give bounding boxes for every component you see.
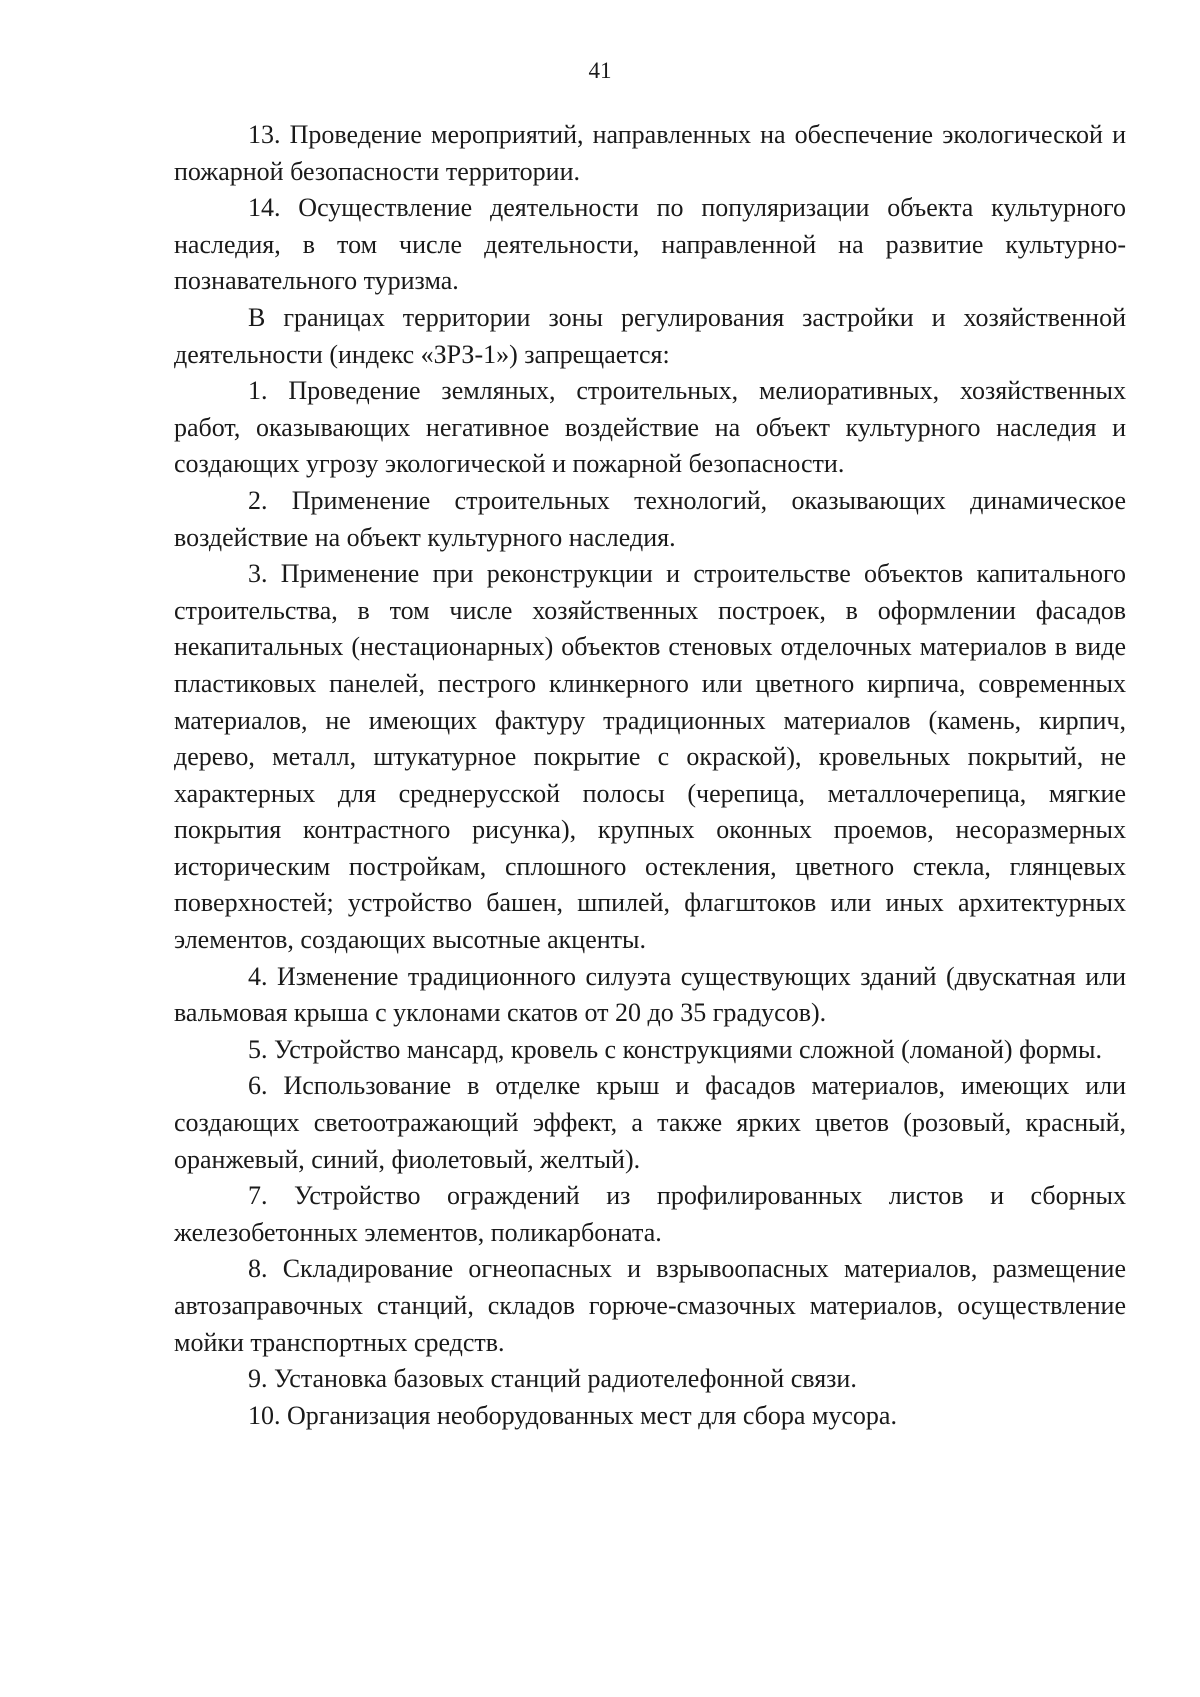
paragraph-item-14: 14. Осуществление деятельности по популяризации объекта культурного наследия, в том числе деятельности, направленной на развитие культурно-познавательного туризма.	[174, 193, 1126, 296]
paragraph-prohibition-1: 1. Проведение земляных, строительных, мелиоративных, хозяйственных работ, оказывающих негативное воздействие на объект культурного наследия и создающих угрозу экологической и пожарной безопасности.	[174, 376, 1126, 479]
paragraph-prohibition-3: 3. Применение при реконструкции и строительстве объектов капитального строительства, в том числе хозяйственных построек, в оформлении фасадов некапитальных (нестационарных) объектов стеновых отделочных материалов в виде пластиковых панелей, пестрого клинкерного или цветного кирпича, современных материалов, не имеющих фактуру традиционных материалов (камень, кирпич, дерево, металл, штукатурное покрытие с окраской), кровельных покрытий, не характерных для среднерусской полосы (черепица, металлочерепица, мягкие покрытия контрастного рисунка), крупных оконных проемов, несоразмерных историческим постройкам, сплошного остекления, цветного стекла, глянцевых поверхностей; устройство башен, шпилей, флагштоков или иных архитектурных элементов, создающих высотные акценты.	[174, 559, 1126, 955]
paragraph-prohibition-6: 6. Использование в отделке крыш и фасадов материалов, имеющих или создающих светоотражающий эффект, а также ярких цветов (розовый, красный, оранжевый, синий, фиолетовый, желтый).	[174, 1071, 1126, 1174]
paragraph-zrz-intro: В границах территории зоны регулирования застройки и хозяйственной деятельности (индекс «ЗРЗ-1») запрещается:	[174, 302, 1126, 369]
paragraph-prohibition-9: 9. Установка базовых станций радиотелефонной связи.	[248, 1364, 857, 1394]
paragraph-prohibition-4: 4. Изменение традиционного силуэта существующих зданий (двускатная или вальмовая крыша с уклонами скатов от 20 до 35 градусов).	[174, 961, 1126, 1028]
paragraph-prohibition-7: 7. Устройство ограждений из профилированных листов и сборных железобетонных элементов, поликарбоната.	[174, 1181, 1126, 1247]
paragraph-prohibition-5: 5. Устройство мансард, кровель с конструкциями сложной (ломаной) формы.	[248, 1034, 1102, 1064]
page-number: 41	[588, 58, 612, 83]
paragraph-item-13: 13. Проведение мероприятий, направленных на обеспечение экологической и пожарной безопасности территории.	[174, 120, 1126, 186]
paragraph-prohibition-8: 8. Складирование огнеопасных и взрывоопасных материалов, размещение автозаправочных станций, складов горюче-смазочных материалов, осуществление мойки транспортных средств.	[174, 1254, 1126, 1357]
document-body	[174, 117, 1126, 1434]
paragraph-prohibition-2: 2. Применение строительных технологий, оказывающих динамическое воздействие на объект культурного наследия.	[174, 485, 1126, 552]
paragraph-prohibition-10: 10. Организация необорудованных мест для сбора мусора.	[248, 1400, 897, 1430]
